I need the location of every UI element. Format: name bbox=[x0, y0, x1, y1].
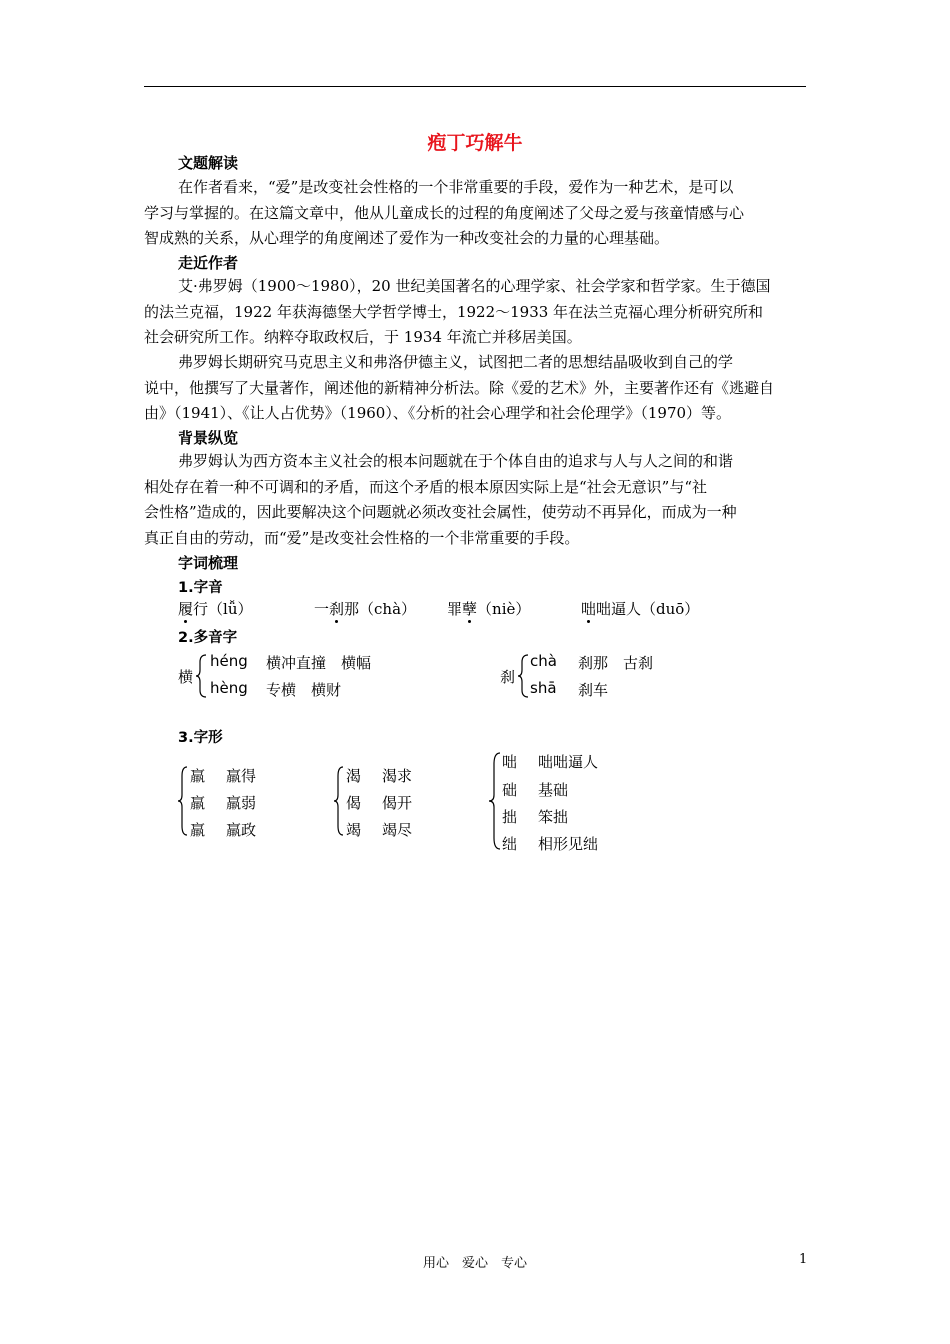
text-line: 的法兰克福，1922 年获海德堡大学哲学博士，1922～1933 年在法兰克福心理分析研究所和 bbox=[144, 302, 764, 321]
text-line: 相处存在着一种不可调和的矛盾，而这个矛盾的根本原因实际上是“社会无意识”与“社 bbox=[144, 477, 708, 496]
text-line: 会性格”造成的，因此要解决这个问题就必须改变社会属性，使劳动不再异化，而成为一种 bbox=[144, 503, 737, 521]
header-rule bbox=[144, 86, 806, 87]
pinyin: hèng bbox=[210, 679, 248, 697]
wenti-paragraph bbox=[144, 175, 806, 252]
duoyin-char: 刹 bbox=[500, 668, 516, 686]
page-number: 1 bbox=[799, 1252, 808, 1267]
zixing-char: 拙 bbox=[502, 808, 518, 826]
zixing-char: 础 bbox=[502, 781, 518, 799]
ziyin-item: 一刹那（chà） bbox=[314, 600, 417, 618]
zixing-word: 渴求 bbox=[382, 767, 413, 785]
brace-icon bbox=[334, 766, 344, 836]
duoyin-char: 横 bbox=[178, 668, 194, 686]
document-title: 疱丁巧解牛 bbox=[427, 132, 523, 154]
ziyin-item: 咄咄逼人（duō） bbox=[581, 600, 700, 618]
zixing-word: 偈开 bbox=[382, 794, 413, 812]
zixing-word: 羸政 bbox=[226, 821, 257, 839]
text-line: 在作者看来，“爱”是改变社会性格的一个非常重要的手段，爱作为一种艺术，是可以 bbox=[178, 178, 734, 196]
ziyin-item: 履行（lǚ） bbox=[178, 600, 253, 618]
zuozhe-paragraph-2 bbox=[144, 350, 806, 427]
zixing-char: 咄 bbox=[502, 753, 518, 771]
zixing-char: 绌 bbox=[502, 835, 518, 853]
ziyin-item: 罪孽（niè） bbox=[447, 600, 531, 618]
zixing-word: 相形见绌 bbox=[538, 835, 599, 853]
zixing-word: 咄咄逼人 bbox=[538, 753, 599, 771]
subheading-ziyin: 1.字音 bbox=[178, 580, 223, 596]
duoyin-words: 横冲直撞 横幅 bbox=[266, 654, 372, 672]
zixing-char: 竭 bbox=[346, 821, 362, 839]
zuozhe-paragraph-1 bbox=[144, 274, 806, 351]
zixing-word: 羸弱 bbox=[226, 794, 257, 812]
text-line: 弗罗姆长期研究马克思主义和弗洛伊德主义，试图把二者的思想结晶吸收到自己的学 bbox=[178, 353, 734, 371]
text-line: 社会研究所工作。纳粹夺取政权后，于 1934 年流亡并移居美国。 bbox=[144, 328, 582, 346]
zixing-word: 笨拙 bbox=[538, 808, 569, 826]
pinyin: shā bbox=[530, 679, 557, 697]
zixing-char: 羸 bbox=[190, 767, 206, 785]
duoyin-words: 专横 横财 bbox=[266, 681, 342, 699]
page-footer: 用心 爱心 专心 bbox=[422, 1256, 527, 1271]
section-heading-beijing: 背景纵览 bbox=[178, 429, 239, 447]
text-line: 由》（1941）、《让人占优势》（1960）、《分析的社会心理学和社会伦理学》（1970）等。 bbox=[144, 404, 732, 422]
text-line: 弗罗姆认为西方资本主义社会的根本问题就在于个体自由的追求与人与人之间的和谐 bbox=[178, 452, 734, 470]
section-heading-zici: 字词梳理 bbox=[178, 554, 239, 572]
text-line: 艾·弗罗姆（1900～1980），20 世纪美国著名的心理学家、社会学家和哲学家。生于德国 bbox=[178, 277, 771, 295]
text-line: 智成熟的关系，从心理学的角度阐述了爱作为一种改变社会的力量的心理基础。 bbox=[144, 229, 670, 247]
brace-icon bbox=[518, 654, 530, 698]
text-line: 真正自由的劳动，而“爱”是改变社会性格的一个非常重要的手段。 bbox=[144, 528, 580, 547]
brace-icon bbox=[489, 752, 501, 850]
pinyin: héng bbox=[210, 652, 248, 670]
brace-icon bbox=[178, 766, 188, 836]
zixing-char: 偈 bbox=[346, 794, 362, 812]
subheading-zixing: 3.字形 bbox=[178, 730, 223, 746]
zixing-char: 羸 bbox=[190, 821, 206, 839]
brace-icon bbox=[196, 654, 208, 698]
duoyin-words: 刹那 古刹 bbox=[578, 654, 654, 672]
zixing-word: 竭尽 bbox=[382, 821, 413, 839]
zixing-char: 渴 bbox=[346, 767, 362, 785]
section-heading-wenti: 文题解读 bbox=[178, 154, 239, 172]
zixing-word: 羸得 bbox=[226, 767, 257, 785]
subheading-duoyin: 2.多音字 bbox=[178, 630, 238, 646]
zixing-char: 羸 bbox=[190, 794, 206, 812]
duoyin-words: 刹车 bbox=[578, 681, 609, 699]
pinyin: chà bbox=[530, 652, 557, 670]
text-line: 学习与掌握的。在这篇文章中，他从儿童成长的过程的角度阐述了父母之爱与孩童情感与心 bbox=[144, 203, 745, 222]
text-line: 说中，他撰写了大量著作，阐述他的新精神分析法。除《爱的艺术》外，主要著作还有《逃避自 bbox=[144, 378, 775, 397]
section-heading-zuozhe: 走近作者 bbox=[178, 254, 239, 272]
zixing-word: 基础 bbox=[538, 781, 569, 799]
beijing-paragraph bbox=[144, 449, 806, 551]
